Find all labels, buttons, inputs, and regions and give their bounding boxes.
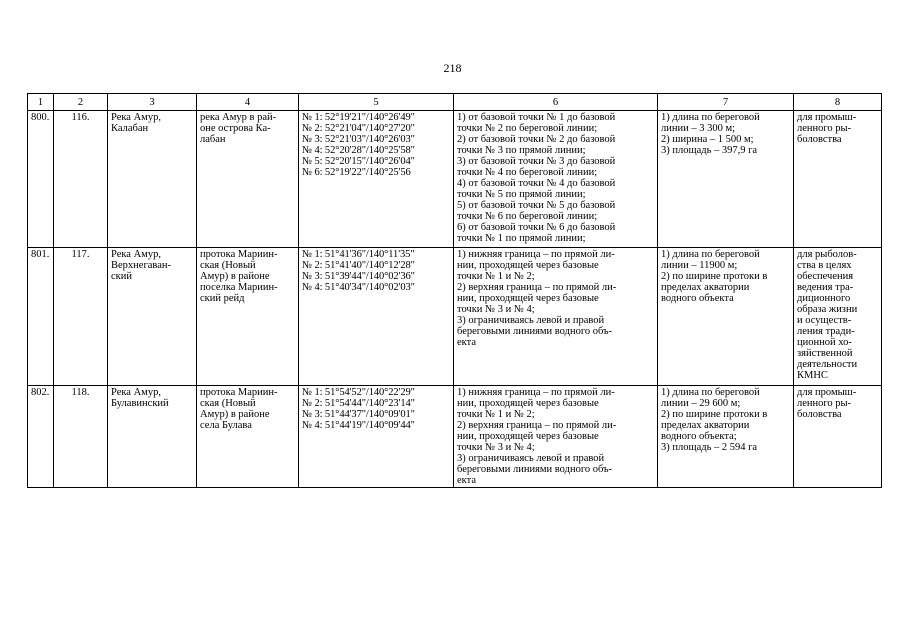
dimensions: 1) длина по береговой линии – 29 600 м; 2) по ширине протоки в пределах акватории водного объекта; 3) площадь – 2 594 га (658, 386, 794, 488)
purpose: для промыш- ленного ры- боловства (794, 386, 882, 488)
column-header: 2 (54, 94, 108, 111)
water-body-name: Река Амур, Булавинский (108, 386, 197, 488)
header-row (28, 94, 882, 111)
boundary-description: 1) нижняя граница – по прямой ли- нии, проходящей через базовые точки № 1 и № 2; 2) верхняя граница – по прямой ли- нии, проходящей через базовые точки № 3 и № 4; 3) ограничиваясь левой и правой береговыми линиями водного объ- екта (454, 386, 658, 488)
location-description: река Амур в рай- оне острова Ка- лабан (197, 111, 299, 248)
row-index: 800. (28, 111, 54, 248)
water-body-name: Река Амур, Калабан (108, 111, 197, 248)
column-header: 8 (794, 94, 882, 111)
dimensions: 1) длина по береговой линии – 11900 м; 2) по ширине протоки в пределах акватории водного объекта (658, 248, 794, 386)
column-header: 3 (108, 94, 197, 111)
boundary-description: 1) нижняя граница – по прямой ли- нии, проходящей через базовые точки № 1 и № 2; 2) верхняя граница – по прямой ли- нии, проходящей через базовые точки № 3 и № 4; 3) ограничиваясь левой и правой береговыми линиями водного объ- екта (454, 248, 658, 386)
dimensions: 1) длина по береговой линии – 3 300 м; 2) ширина – 1 500 м; 3) площадь – 397,9 га (658, 111, 794, 248)
location-description: протока Мариин- ская (Новый Амур) в районе поселка Мариин- ский рейд (197, 248, 299, 386)
column-header: 7 (658, 94, 794, 111)
data-table (27, 93, 882, 488)
row-index: 802. (28, 386, 54, 488)
row-number: 118. (54, 386, 108, 488)
table-row (28, 386, 882, 488)
table-row (28, 248, 882, 386)
boundary-description: 1) от базовой точки № 1 до базовой точки № 2 по береговой линии; 2) от базовой точки № 2 до базовой точки № 3 по прямой линии; 3) от базовой точки № 3 до базовой точки № 4 по береговой линии; 4) от базовой точки № 4 до базовой точки № 5 по прямой линии; 5) от базовой точки № 5 до базовой точки № 6 по береговой линии; 6) от базовой точки № 6 до базовой точки № 1 по прямой линии; (454, 111, 658, 248)
row-number: 117. (54, 248, 108, 386)
column-header: 4 (197, 94, 299, 111)
row-index: 801. (28, 248, 54, 386)
water-body-name: Река Амур, Верхнегаван- ский (108, 248, 197, 386)
purpose: для промыш- ленного ры- боловства (794, 111, 882, 248)
coordinates: № 1: 52°19'21"/140°26'49" № 2: 52°21'04"/140°27'20" № 3: 52°21'03"/140°26'03" № 4: 52°20'28"/140°25'58" № 5: 52°20'15"/140°26'04" № 6: 52°19'22"/140°25'56 (299, 111, 454, 248)
table-row (28, 111, 882, 248)
column-header: 1 (28, 94, 54, 111)
location-description: протока Мариин- ская (Новый Амур) в районе села Булава (197, 386, 299, 488)
coordinates: № 1: 51°41'36"/140°11'35" № 2: 51°41'40"/140°12'28" № 3: 51°39'44"/140°02'36" № 4: 51°40'34"/140°02'03" (299, 248, 454, 386)
column-header: 5 (299, 94, 454, 111)
page-number: 218 (443, 61, 462, 75)
purpose: для рыболов- ства в целях обеспечения ведения тра- диционного образа жизни и осуществ- ления тради- ционной хо- зяйственной деятельности КМНС (794, 248, 882, 386)
row-number: 116. (54, 111, 108, 248)
column-header: 6 (454, 94, 658, 111)
coordinates: № 1: 51°54'52"/140°22'29" № 2: 51°54'44"/140°23'14" № 3: 51°44'37"/140°09'01" № 4: 51°44'19"/140°09'44" (299, 386, 454, 488)
